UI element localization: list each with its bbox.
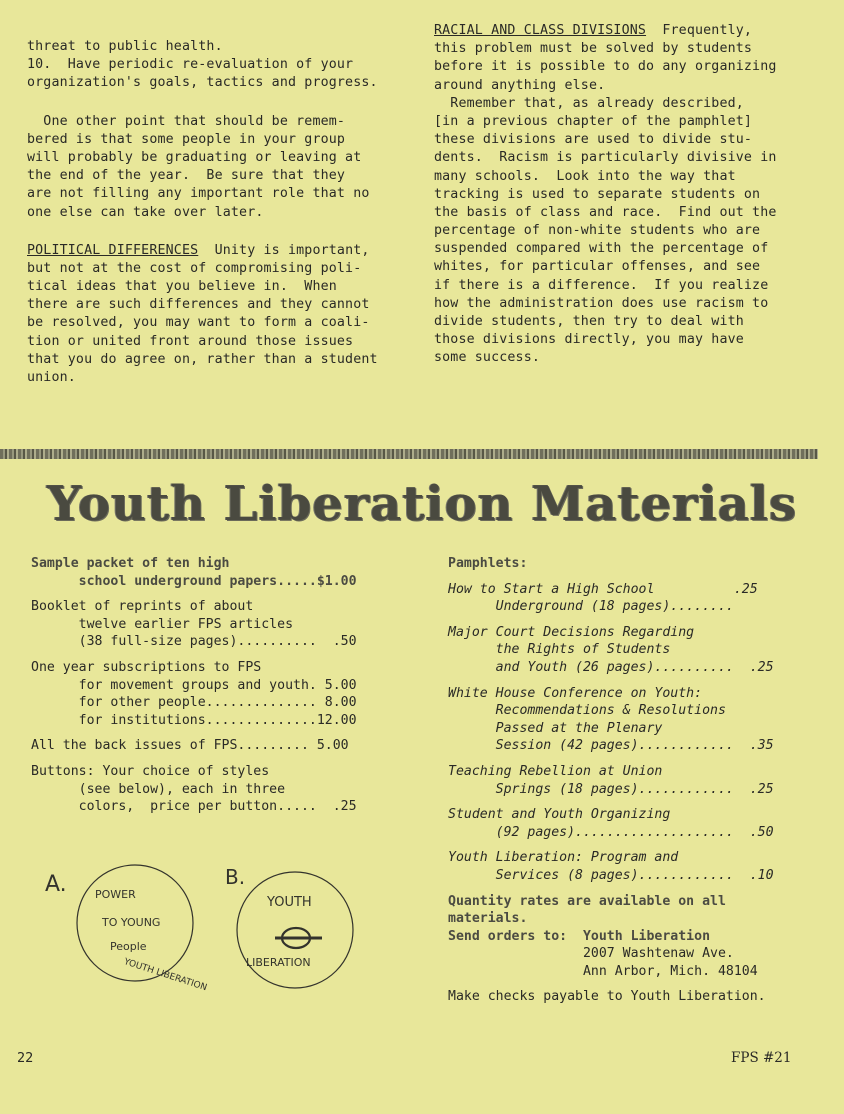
paragraph-gap [27,93,378,113]
material-item: twelve earlier FPS articles [31,616,294,632]
text-line: that you do agree on, rather than a student [27,351,378,367]
issue-label: FPS #21 [731,1050,792,1066]
text-line: tion or united front around those issues [27,333,354,349]
material-item: Recommendations & Resolutions [448,703,726,719]
material-item: Teaching Rebellion at Union [448,763,663,779]
section-heading: RACIAL AND CLASS DIVISIONS [434,23,647,38]
material-item: Quantity rates are available on all [448,893,726,909]
button-sketches [40,858,360,1008]
material-item: Buttons: Your choice of styles [31,763,270,779]
text-line: this problem must be solved by students [434,41,753,57]
text-line: the end of the year. Be sure that they [27,168,346,184]
button-styles [40,858,360,1008]
materials-left-list [31,555,357,816]
material-item: (38 full-size pages).......... .50 [31,634,357,650]
material-item: for other people.............. 8.00 [31,695,357,711]
list-gap [448,885,774,893]
text-line: there are such differences and they cannot [27,297,370,313]
text-line: 10. Have periodic re-evaluation of your [27,57,354,73]
list-gap [31,729,357,737]
list-gap [31,651,357,659]
page-number: 22 [17,1050,34,1066]
material-item: Services (8 pages)............ .10 [448,867,774,883]
button-a-line-1: POWER [95,888,136,901]
material-item: (92 pages).................... .50 [448,824,774,840]
material-item: and Youth (26 pages).......... .25 [448,659,774,675]
text-line: be resolved, you may want to form a coali- [27,315,370,331]
material-item: Make checks payable to Youth Liberation. [448,989,766,1005]
text-line: around anything else. [434,77,606,93]
text-line: organization's goals, tactics and progress. [27,75,378,91]
material-item: 2007 Washtenaw Ave. [448,946,734,962]
material-item: One year subscriptions to FPS [31,659,262,675]
text-line: RACIAL AND CLASS DIVISIONS Frequently, [434,23,753,38]
text-line: Remember that, as already described, [434,95,744,111]
paragraph-gap [27,222,378,242]
list-gap [31,755,357,763]
material-item: How to Start a High School .25 [448,581,758,597]
material-item: for institutions..............12.00 [31,712,357,728]
material-item: Student and Youth Organizing [448,807,671,823]
text-line: if there is a difference. If you realize [434,277,769,293]
material-item: Underground (18 pages)........ [448,599,734,615]
material-item: Springs (18 pages)............ .25 [448,781,774,797]
text-line: whites, for particular offenses, and see [434,259,761,275]
text-line: many schools. Look into the way that [434,168,736,184]
material-item: (see below), each in three [31,781,286,797]
text-line: percentage of non-white students who are [434,223,761,239]
button-a-letter: A. [45,872,67,897]
material-item: the Rights of Students [448,642,671,658]
text-line: threat to public health. [27,39,223,54]
list-gap [31,590,357,598]
material-item: All the back issues of FPS......... 5.00 [31,738,349,754]
text-line: but not at the cost of compromising poli- [27,260,362,276]
text-line: tical ideas that you believe in. When [27,279,337,295]
list-gap [448,841,774,849]
material-item: Sample packet of ten high [31,556,230,571]
materials-right-list [448,555,774,1006]
text-line: one else can take over later. [27,204,264,220]
text-line: these divisions are used to divide stu- [434,132,753,148]
material-item: Passed at the Plenary [448,720,663,736]
text-line: the basis of class and race. Find out the [434,204,777,220]
material-item: Booklet of reprints of about [31,599,254,615]
text-line: dents. Racism is particularly divisive in [434,150,777,166]
button-a-rim-text: YOUTH LIBERATION [122,957,209,994]
button-a-line-3: People [110,940,147,953]
text-line: before it is possible to do any organizing [434,59,777,75]
list-gap [448,755,774,763]
text-line: [in a previous chapter of the pamphlet] [434,113,753,129]
materials-banner: Youth Liberation Materials [46,476,798,532]
text-line: union. [27,370,76,385]
button-a-line-2: TO YOUNG [102,916,161,929]
button-b-top-text: YOUTH [267,895,312,910]
button-b-circle [237,872,353,988]
material-item: Send orders to: Youth Liberation [448,928,711,944]
material-item: materials. [448,911,528,927]
text-line: POLITICAL DIFFERENCES Unity is important, [27,242,370,258]
text-line: how the administration does use racism to [434,295,769,311]
material-item: Ann Arbor, Mich. 48104 [448,963,758,979]
material-item: for movement groups and youth. 5.00 [31,677,357,693]
section-heading: POLITICAL DIFFERENCES [27,242,199,258]
list-gap [448,980,774,988]
material-item: colors, price per button..... .25 [31,799,357,815]
list-gap [448,573,774,581]
list-gap [448,616,774,624]
material-item: Major Court Decisions Regarding [448,624,695,640]
right-text-column [434,22,777,368]
text-line: will probably be graduating or leaving at [27,149,362,165]
material-item: school underground papers.....$1.00 [31,573,357,589]
text-line: are not filling any important role that no [27,186,370,202]
text-line: bered is that some people in your group [27,131,346,147]
material-item: White House Conference on Youth: [448,685,703,701]
text-line: suspended compared with the percentage of [434,241,769,257]
text-line: divide students, then try to deal with [434,314,744,329]
text-line: those divisions directly, you may have [434,332,744,348]
material-item: Pamphlets: [448,556,528,571]
text-line: One other point that should be remem- [27,113,346,129]
button-b-bottom-text: LIBERATION [246,956,311,969]
list-gap [448,677,774,685]
text-line: tracking is used to separate students on [434,186,761,202]
material-item: Youth Liberation: Program and [448,850,679,866]
halftone-divider [0,449,818,459]
button-b-letter: B. [225,865,246,889]
left-text-column [27,38,378,387]
material-item: Session (42 pages)............ .35 [448,738,774,754]
list-gap [448,798,774,806]
text-line: some success. [434,350,541,366]
